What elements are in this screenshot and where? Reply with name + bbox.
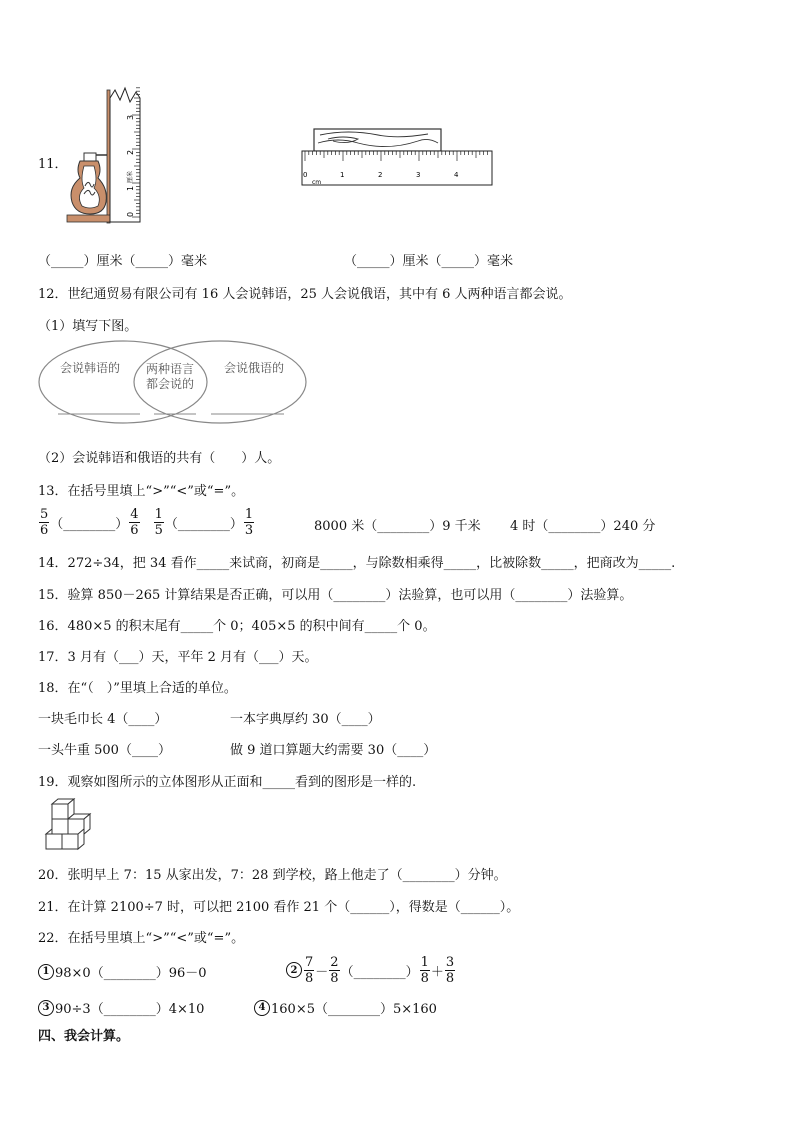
q13-item3 xyxy=(510,515,655,534)
q22-text: 22．在括号里填上“>”“<”或“=”。 xyxy=(38,931,245,946)
q13-item2-left: 8000 米 xyxy=(314,519,365,534)
fraction xyxy=(129,507,139,538)
q21-text: 21．在计算 2100÷7 时，可以把 2100 看作 21 个（______），得数是（______）。 xyxy=(38,900,520,915)
answer-blank: （________） xyxy=(164,516,243,532)
q13-item2 xyxy=(314,515,481,534)
ruler-unit: 厘米 xyxy=(127,170,134,183)
ruler-label-1: 1 xyxy=(340,171,345,179)
ruler-unit: cm xyxy=(312,179,322,186)
fraction xyxy=(329,955,339,986)
ruler-label-0: 0 xyxy=(303,171,308,179)
answer-blank: （________） xyxy=(50,516,129,532)
horizontal-ruler xyxy=(302,151,492,185)
plus-sign: ＋ xyxy=(430,964,444,980)
ruler-label-3: 3 xyxy=(416,171,421,179)
answer-blank: （________） xyxy=(364,519,443,534)
numerator: 7 xyxy=(305,954,314,970)
circled-number-4: 4 xyxy=(254,1000,270,1016)
q13-item3-right: 240 分 xyxy=(613,519,656,534)
circled-number-3: 3 xyxy=(38,1000,54,1016)
ruler-label-0: 0 xyxy=(126,211,135,217)
numerator: 1 xyxy=(244,506,254,522)
ruler-label-2: 2 xyxy=(126,149,135,155)
q18-item-c: 一头牛重 500（____） xyxy=(38,743,171,758)
numerator: 5 xyxy=(40,506,49,522)
q11-answer-right: （_____）厘米（_____）毫米 xyxy=(344,254,514,269)
fraction xyxy=(420,955,430,986)
denominator: 5 xyxy=(154,522,163,538)
q18-item-b: 一本字典厚约 30（____） xyxy=(230,712,381,727)
section4-title: 四、我会计算。 xyxy=(38,1029,130,1044)
answer-blank: （________） xyxy=(535,519,614,534)
q22-item3 xyxy=(38,998,204,1017)
venn-label-both-1: 两种语言 xyxy=(146,362,195,376)
q13-item3-left: 4 时 xyxy=(510,519,536,534)
hook-clip xyxy=(84,153,96,161)
answer-blank: （________） xyxy=(340,964,419,980)
vertical-ruler xyxy=(110,88,140,222)
q22-item4 xyxy=(254,998,437,1017)
q12-part2: （2）会说韩语和俄语的共有（ ）人。 xyxy=(38,451,281,466)
ruler-label-3: 3 xyxy=(126,114,135,120)
ruler-label-4: 4 xyxy=(454,171,459,179)
q22-item3-text: 90÷3（________）4×10 xyxy=(55,1002,205,1017)
q13-item2-right: 9 千米 xyxy=(442,519,481,534)
circled-number-2: 2 xyxy=(286,962,302,978)
vertical-ruler-figure xyxy=(62,80,152,225)
q18-item-a: 一块毛巾长 4（____） xyxy=(38,712,168,727)
stand-base xyxy=(67,215,112,222)
q22-item1-text: 98×0（________）96－0 xyxy=(55,966,207,981)
numerator: 2 xyxy=(330,954,339,970)
denominator: 3 xyxy=(244,522,254,538)
q18-text: 18．在“（ ）”里填上合适的单位。 xyxy=(38,681,237,696)
q17-text: 17．3 月有（___）天，平年 2 月有（___）天。 xyxy=(38,650,318,665)
fraction xyxy=(244,507,254,538)
q22-item4-text: 160×5（________）5×160 xyxy=(271,1002,437,1017)
numerator: 4 xyxy=(130,506,139,522)
denominator: 8 xyxy=(420,970,429,986)
numerator: 1 xyxy=(420,954,429,970)
q15-text: 15．验算 850－265 计算结果是否正确，可以用（________）法验算，也可以用（________）法验算。 xyxy=(38,588,633,603)
q12-text: 12．世纪通贸易有限公司有 16 人会说韩语，25 人会说俄语，其中有 6 人两种语言都会说。 xyxy=(38,287,572,302)
q16-text: 16．480×5 的积末尾有_____个 0；405×5 的积中间有_____个 0。 xyxy=(38,619,436,634)
ruler-label-1: 1 xyxy=(126,185,135,191)
circled-number-1: 1 xyxy=(38,964,54,980)
q22-item2 xyxy=(286,951,456,989)
q22-item1 xyxy=(38,962,207,981)
fraction xyxy=(445,955,455,986)
venn-label-korean: 会说韩语的 xyxy=(60,361,121,375)
minus-sign: － xyxy=(315,964,329,980)
fraction xyxy=(304,955,314,986)
horizontal-ruler-figure xyxy=(298,125,498,190)
q13-text: 13．在括号里填上“>”“<”或“=”。 xyxy=(38,484,245,499)
venn-label-both-2: 都会说的 xyxy=(146,377,195,391)
q20-text: 20．张明早上 7：15 从家出发，7：28 到学校，路上他走了（________）分钟。 xyxy=(38,868,507,883)
denominator: 8 xyxy=(445,970,455,986)
denominator: 8 xyxy=(305,970,314,986)
denominator: 6 xyxy=(40,522,49,538)
q19-text: 19．观察如图所示的立体图形从正面和_____看到的图形是一样的. xyxy=(38,775,417,790)
ruler-label-2: 2 xyxy=(378,171,383,179)
q14-text: 14．272÷34，把 34 看作_____来试商，初商是_____，与除数相乘得_____，比被除数_____，把商改为_____. xyxy=(38,556,676,571)
numerator: 3 xyxy=(445,954,455,970)
q11-number: 11． xyxy=(38,157,68,172)
q13-item1 xyxy=(38,502,255,542)
fraction xyxy=(154,507,164,538)
numerator: 1 xyxy=(154,506,163,522)
q18-item-d: 做 9 道口算题大约需要 30（____） xyxy=(230,743,437,758)
denominator: 8 xyxy=(330,970,339,986)
cube-stack-figure xyxy=(42,798,98,852)
denominator: 6 xyxy=(130,522,139,538)
venn-label-russian: 会说俄语的 xyxy=(224,361,285,375)
q12-part1: （1）填写下图。 xyxy=(38,319,138,334)
q11-answer-left: （_____）厘米（_____）毫米 xyxy=(38,254,208,269)
fraction xyxy=(39,507,49,538)
